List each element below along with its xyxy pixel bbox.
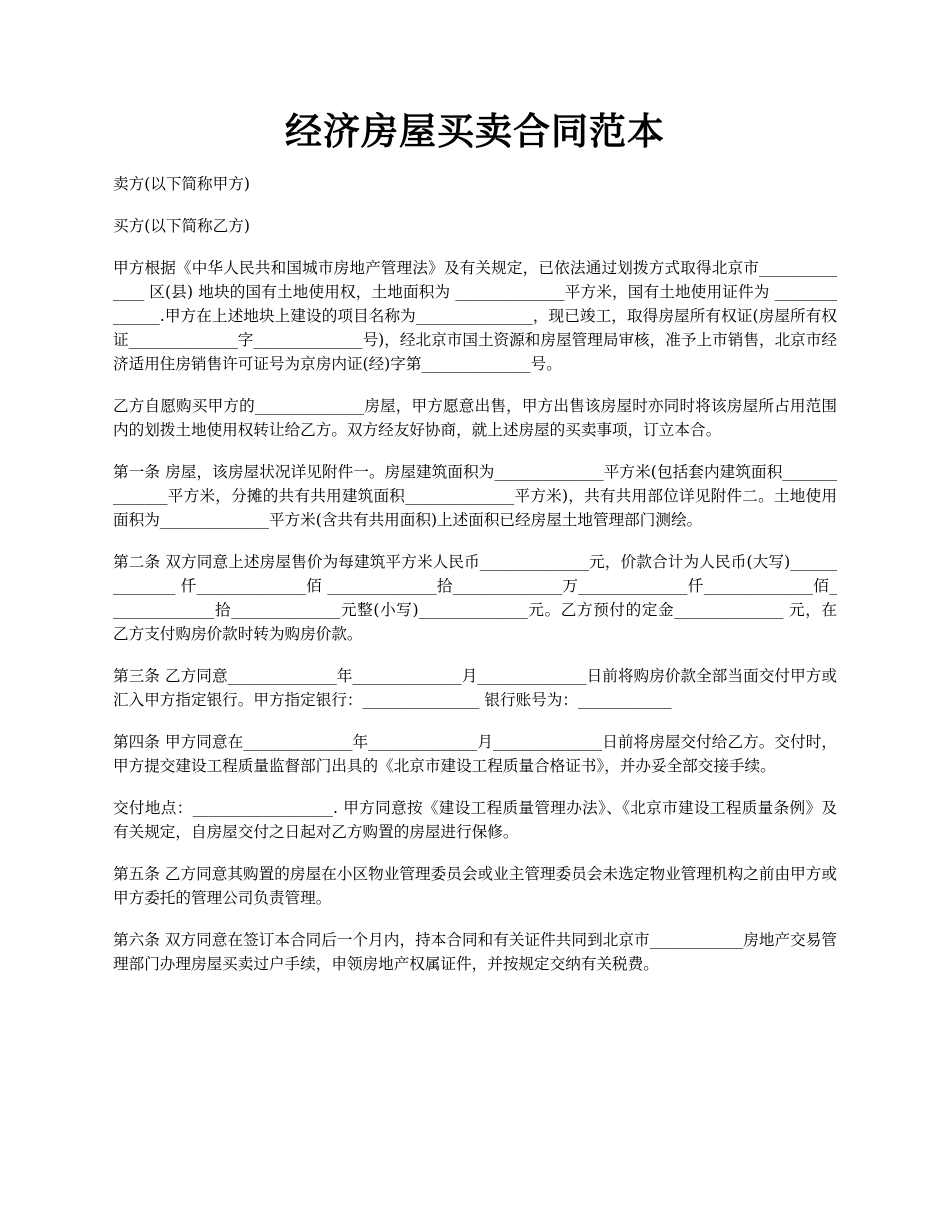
article-4-paragraph: 第四条 甲方同意在______________年______________月______________日前将房屋交付给乙方。交付时，甲方提交建设工程质量监督部门出具的《北京市建设工程质量合格证书》，并办妥全部交接手续。 [113,733,837,775]
article-2-paragraph: 第二条 双方同意上述房屋售价为每建筑平方米人民币______________元，价款合计为人民币(大写)______________ 仟______________佰 ______________拾______________万______________仟______________佰______________拾______________元整(小写)______________元。乙方预付的定金______________ 元，在乙方支付购房价款时转为购房价款。 [113,553,837,643]
delivery-location-paragraph: 交付地点：__________________. 甲方同意按《建设工程质量管理办法》、《北京市建设工程质量条例》及有关规定，自房屋交付之日起对乙方购置的房屋进行保修。 [113,799,837,841]
article-6-paragraph: 第六条 双方同意在签订本合同后一个月内，持本合同和有关证件共同到北京市____________房地产交易管理部门办理房屋买卖过户手续，申领房地产权属证件，并按规定交纳有关税费。 [113,931,837,973]
preamble-paragraph: 甲方根据《中华人民共和国城市房地产管理法》及有关规定，已依法通过划拨方式取得北京市______________ 区(县) 地块的国有土地使用权，土地面积为 ______________平方米，国有土地使用证件为 ______________.甲方在上述地块上建设的项目名称为_______________，现已竣工，取得房屋所有权证(房屋所有权证______________字______________号)，经北京市国土资源和房屋管理局审核，准予上市销售，北京市经济适用住房销售许可证号为京房内证(经)字第______________号。 [113,259,837,373]
article-1-paragraph: 第一条 房屋，该房屋状况详见附件一。房屋建筑面积为______________平方米(包括套内建筑面积______________平方米，分摊的共有共用建筑面积______________平方米)，共有共用部位详见附件二。土地使用面积为______________平方米(含共有共用面积)上述面积已经房屋土地管理部门测绘。 [113,463,837,529]
buyer-line: 买方(以下简称乙方) [113,217,250,235]
seller-line: 卖方(以下简称甲方) [113,175,250,193]
article-5-paragraph: 第五条 乙方同意其购置的房屋在小区物业管理委员会或业主管理委员会未选定物业管理机构之前由甲方或甲方委托的管理公司负责管理。 [113,865,837,907]
intent-paragraph: 乙方自愿购买甲方的______________房屋，甲方愿意出售，甲方出售该房屋时亦同时将该房屋所占用范围内的划拨土地使用权转让给乙方。双方经友好协商，就上述房屋的买卖事项，订立本合。 [113,397,837,439]
article-3-paragraph: 第三条 乙方同意______________年______________月______________日前将购房价款全部当面交付甲方或汇入甲方指定银行。甲方指定银行：_______________ 银行账号为：____________ [113,667,837,709]
document-title: 经济房屋买卖合同范本 [285,109,665,153]
